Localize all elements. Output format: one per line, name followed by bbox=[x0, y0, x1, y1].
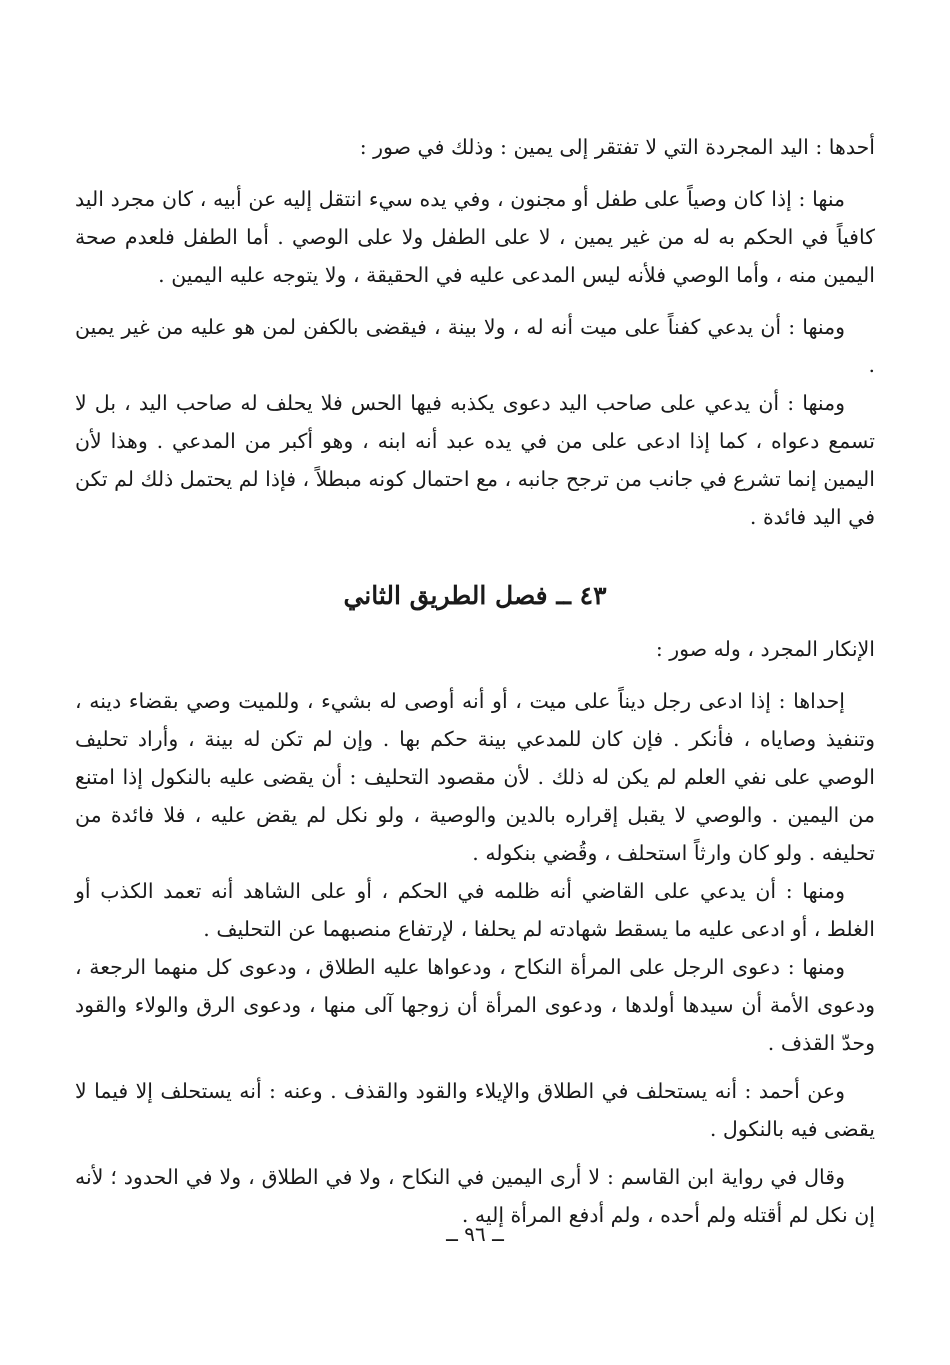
page-number: ــ ٩٦ ــ bbox=[446, 1222, 504, 1246]
section-heading: ٤٣ ــ فصل الطريق الثاني bbox=[343, 581, 607, 610]
paragraph-debt-claim: إحداها : إذا ادعى رجل ديناً على ميت ، أو أنه أوصى له بشيء ، وللميت وصي بقضاء دينه ، وتنفيذ وصاياه ، فأنكر . فإن كان للمدعي بينة حكم بها . وإن لم تكن له بينة ، وأراد تحليف الوصي على نفي العلم لم يكن له ذلك . لأن مقصود التحليف : أن يقضى عليه بالنكول إذا امتنع من اليمين . والوصي لا يقبل إقراره بالدين والوصية ، ولو نكل لم يقض عليه ، فلا فائدة من تحليفه . ولو كان وارثاً استحلف ، وقُضي بنكوله . bbox=[75, 689, 875, 865]
paragraph-shroud-case: ومنها : أن يدعي كفناً على ميت أنه له ، ولا بينة ، فيقضى بالكفن لمن هو عليه من غير يمين . bbox=[75, 315, 875, 377]
paragraph-marriage-claims: ومنها : دعوى الرجل على المرأة النكاح ، ودعواها عليه الطلاق ، ودعوى كل منهما الرجعة ، ودعوى الأمة أن سيدها أولدها ، ودعوى المرأة أن زوجها آلى منها ، ودعوى الرق والولاء والقود وحدّ القذف . bbox=[75, 955, 875, 1055]
paragraph-ibn-qasim: وقال في رواية ابن القاسم : لا أرى اليمين في النكاح ، ولا في الطلاق ، ولا في الحدود ؛ لأنه إن نكل لم أقتله ولم أحده ، ولم أدفع المرأة إليه . bbox=[75, 1165, 875, 1227]
paragraph-sense-denial-case: ومنها : أن يدعي على صاحب اليد دعوى يكذبه فيها الحس فلا يحلف له صاحب اليد ، بل لا تسمع دعواه ، كما إذا ادعى على من في يده عبد أنه ابنه ، وهو أكبر من المدعي . وهذا لأن اليمين إنما تشرع في جانب من ترجح جانبه ، مع احتمال كونه مبطلاً ، فإذا لم يحتمل ذلك لم تكن في اليد فائدة . bbox=[75, 391, 875, 529]
page-body bbox=[75, 128, 875, 1265]
paragraph-denial-intro: الإنكار المجرد ، وله صور : bbox=[655, 637, 875, 661]
paragraph-judge-witness: ومنها : أن يدعي على القاضي أنه ظلمه في الحكم ، أو على الشاهد أنه تعمد الكذب أو الغلط ، أو ادعى عليه ما يسقط شهادته لم يحلفا ، لإرتفاع منصبهما عن التحليف . bbox=[75, 879, 875, 941]
paragraph-first-type: أحدها : اليد المجردة التي لا تفتقر إلى يمين : وذلك في صور : bbox=[359, 135, 875, 159]
paragraph-ahmad-opinion: وعن أحمد : أنه يستحلف في الطلاق والإيلاء والقود والقذف . وعنه : أنه يستحلف إلا فيما لا يقضى فيه بالنكول . bbox=[75, 1079, 875, 1141]
paragraph-guardian-case: منها : إذا كان وصياً على طفل أو مجنون ، وفي يده سيء انتقل إليه عن أبيه ، كان مجرد اليد كافياً في الحكم به له من غير يمين ، لا على الطفل ولا على الوصي . أما الطفل فلعدم صحة اليمين منه ، وأما الوصي فلأنه ليس المدعى عليه في الحقيقة ، ولا يتوجه عليه اليمين . bbox=[75, 187, 875, 287]
